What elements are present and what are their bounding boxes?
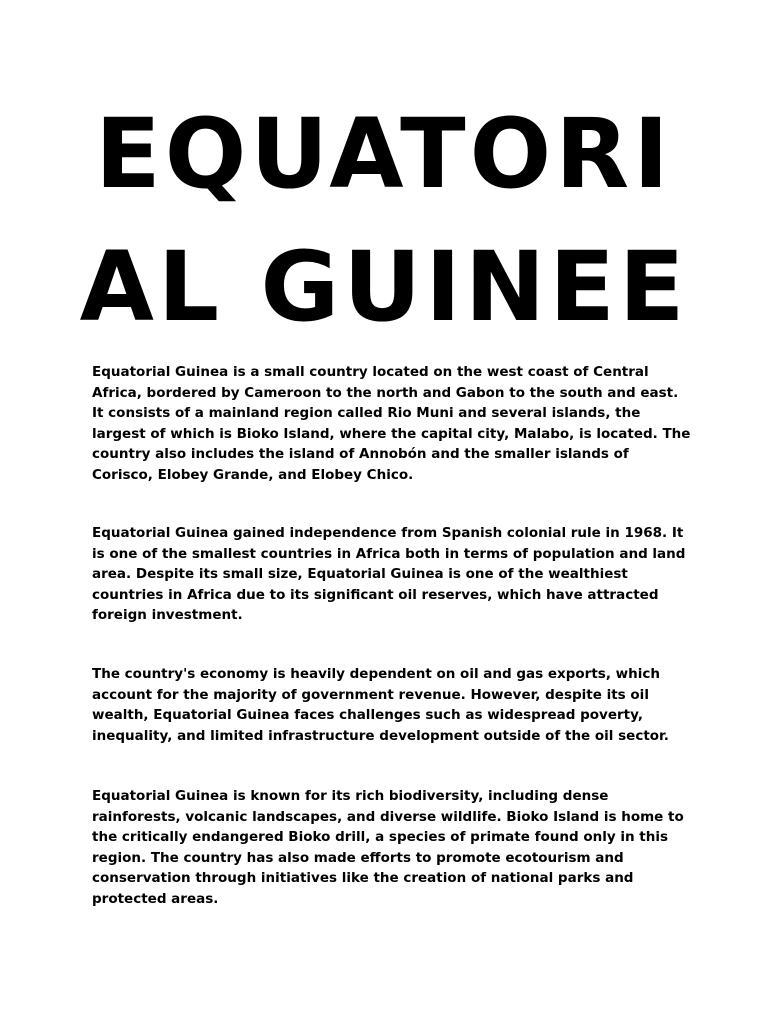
document-title-line-2: AL GUINEE: [79, 231, 689, 343]
paragraph-economy: The country's economy is heavily dependent on oil and gas exports, which account for the majority of government revenue. However, despite its oil wealth, Equatorial Guinea faces challenges such as widespread poverty, inequality, and limited infrastructure development outside of the oil sector.: [92, 666, 669, 744]
paragraph-geography: Equatorial Guinea is a small country located on the west coast of Central Africa, bordered by Cameroon to the north and Gabon to the south and east. It consists of a mainland region called Rio Muni and several islands, the largest of which is Bioko Island, where the capital city, Malabo, is located. The country also includes the island of Annobón and the smaller islands of Corisco, Elobey Grande, and Elobey Chico.: [92, 364, 691, 483]
paragraph-history: Equatorial Guinea gained independence from Spanish colonial rule in 1968. It is one of the smallest countries in Africa both in terms of population and land area. Despite its small size, Equatorial Guinea is one of the wealthiest countries in Africa due to its significant oil reserves, which have attracted foreign investment.: [92, 525, 686, 623]
document-title-line-1: EQUATORI: [95, 98, 673, 210]
paragraph-biodiversity: Equatorial Guinea is known for its rich biodiversity, including dense rainforests, volcanic landscapes, and diverse wildlife. Bioko Island is home to the critically endangered Bioko drill, a species of primate found only in this region. The country has also made efforts to promote ecotourism and conservation through initiatives like the creation of national parks and protected areas.: [92, 788, 684, 907]
